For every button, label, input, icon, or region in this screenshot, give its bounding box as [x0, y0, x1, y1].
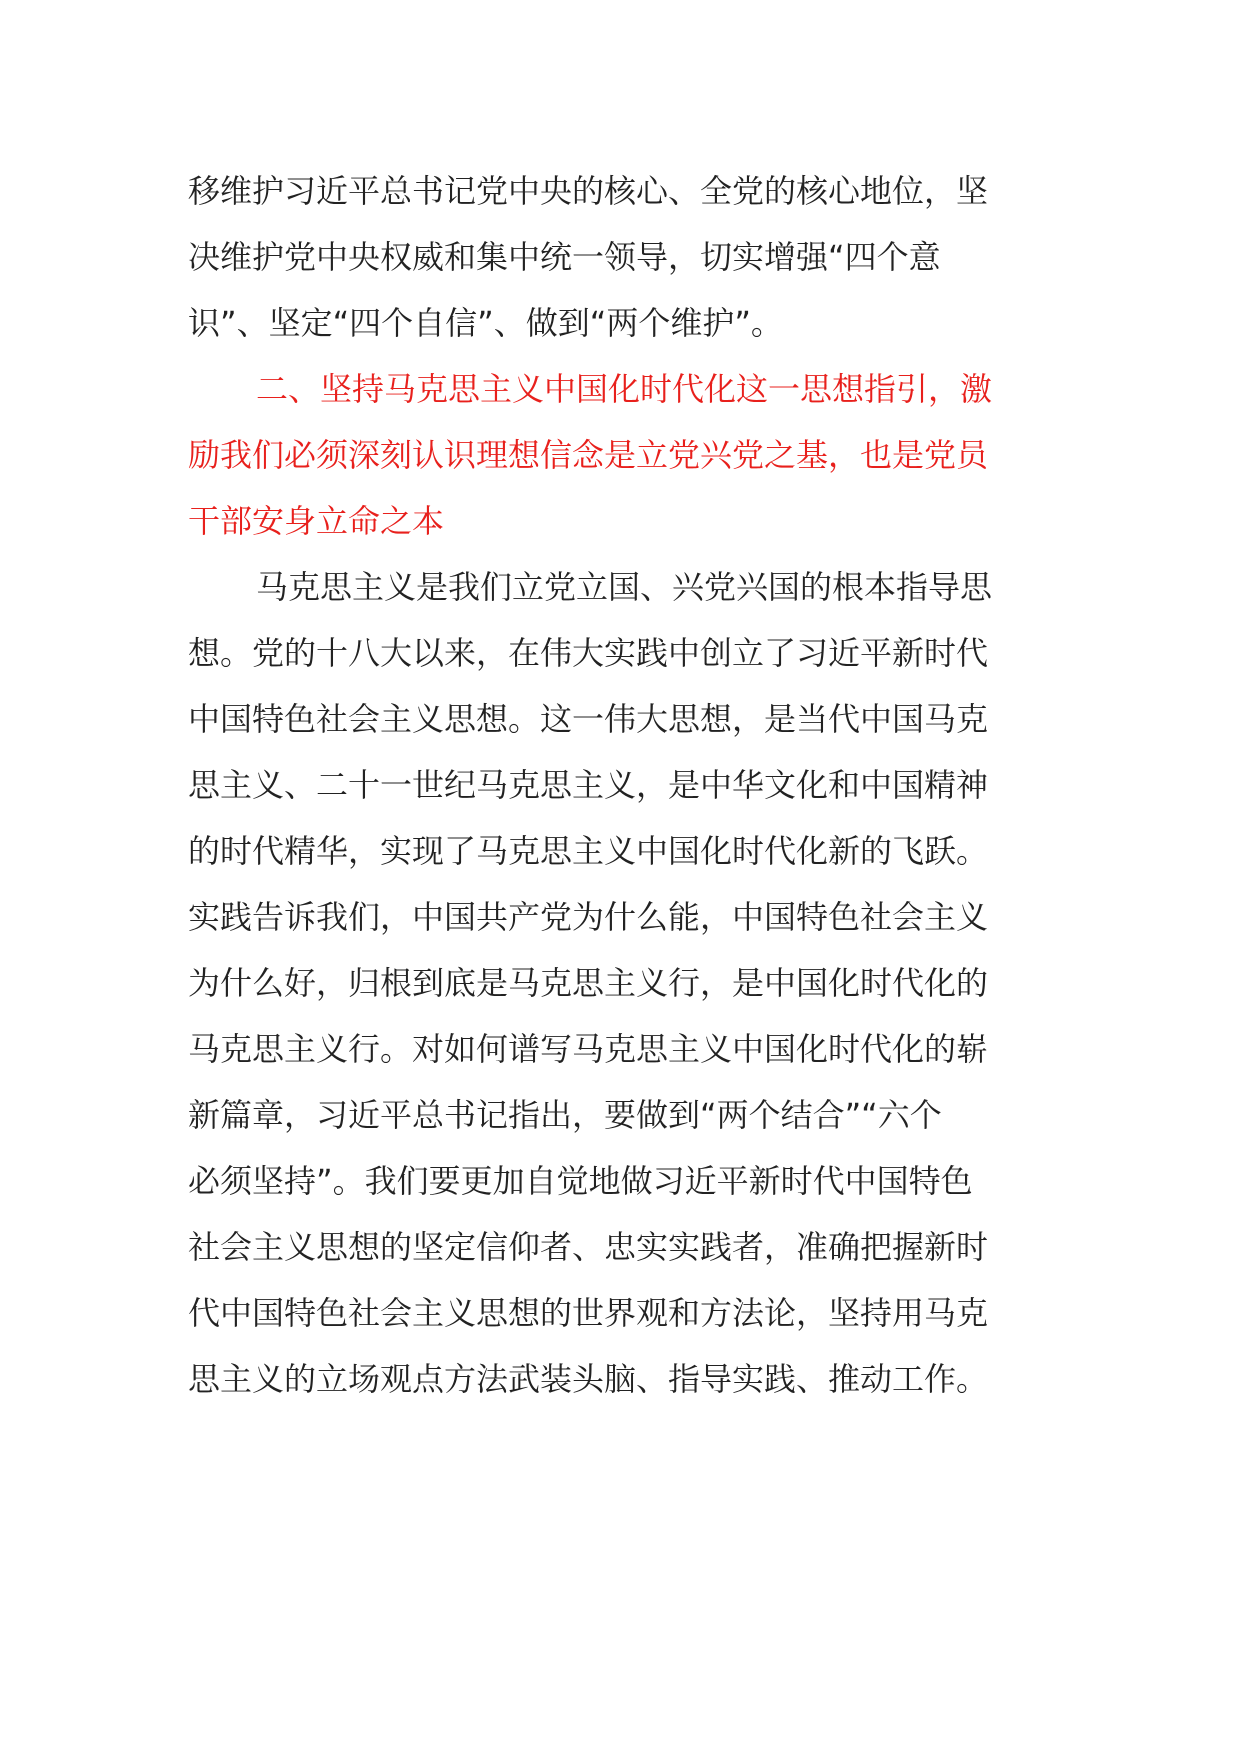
text-line: 新篇章，习近平总书记指出，要做到“两个结合”“六个: [188, 1096, 942, 1134]
text-line: 的时代精华，实现了马克思主义中国化时代化新的飞跃。: [188, 832, 989, 870]
heading-line: 干部安身立命之本: [188, 502, 445, 540]
text-line: 马克思主义是我们立党立国、兴党兴国的根本指导思: [256, 568, 993, 606]
paragraph-continuation: [188, 158, 1036, 356]
text-line: 移维护习近平总书记党中央的核心、全党的核心地位，坚: [188, 172, 989, 210]
text-line: 思主义、二十一世纪马克思主义，是中华文化和中国精神: [188, 766, 989, 804]
document-content: [188, 158, 1036, 1412]
text-line: 中国特色社会主义思想。这一伟大思想，是当代中国马克: [188, 700, 989, 738]
text-line: 为什么好，归根到底是马克思主义行，是中国化时代化的: [188, 964, 989, 1002]
text-line: 必须坚持”。我们要更加自觉地做习近平新时代中国特色: [188, 1162, 973, 1200]
section-heading: [188, 356, 1036, 554]
text-line: 社会主义思想的坚定信仰者、忠实实践者，准确把握新时: [188, 1228, 989, 1266]
body-paragraph: [188, 554, 1036, 1412]
heading-line: 励我们必须深刻认识理想信念是立党兴党之基，也是党员: [188, 436, 989, 474]
heading-line: 二、坚持马克思主义中国化时代化这一思想指引，激: [256, 370, 993, 408]
text-line: 思主义的立场观点方法武装头脑、指导实践、推动工作。: [188, 1360, 989, 1398]
text-line: 想。党的十八大以来，在伟大实践中创立了习近平新时代: [188, 634, 989, 672]
text-line: 决维护党中央权威和集中统一领导，切实增强“四个意: [188, 238, 941, 276]
text-line: 识”、坚定“四个自信”、做到“两个维护”。: [188, 304, 783, 342]
text-line: 代中国特色社会主义思想的世界观和方法论，坚持用马克: [188, 1294, 989, 1332]
text-line: 实践告诉我们，中国共产党为什么能，中国特色社会主义: [188, 898, 989, 936]
text-line: 马克思主义行。对如何谱写马克思主义中国化时代化的崭: [188, 1030, 989, 1068]
